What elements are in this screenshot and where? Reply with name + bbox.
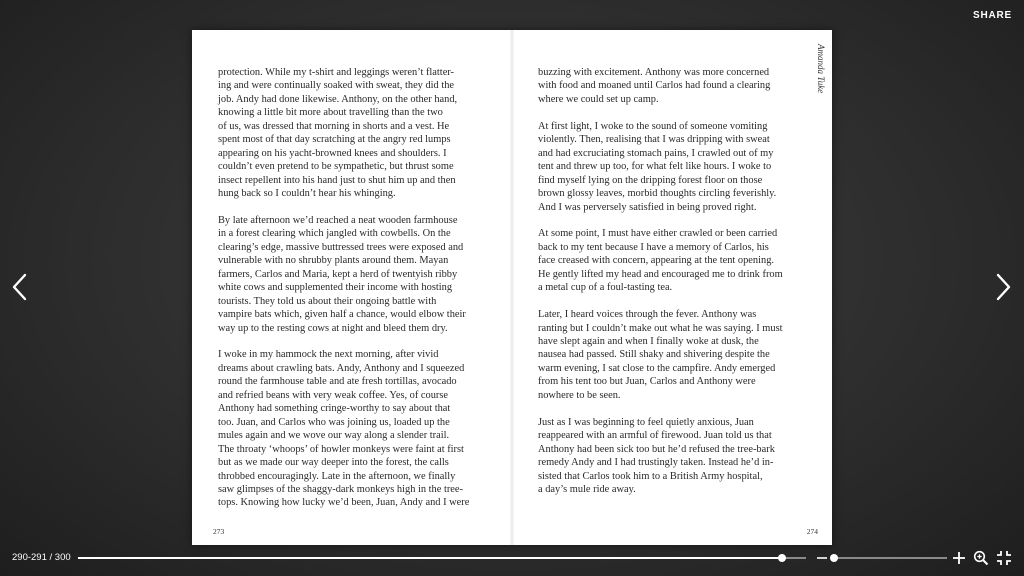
text-line: Just as I was beginning to feel quietly anxious, Juan [538, 416, 754, 428]
right-page-number: 274 [806, 527, 818, 536]
page-indicator: 290-291 / 300 [12, 552, 71, 563]
text-line: reappeared with an armful of firewood. Juan told us that [538, 430, 772, 442]
text-line: nowhere to be seen. [538, 389, 621, 401]
right-page [512, 30, 832, 545]
fullscreen-button[interactable] [996, 550, 1012, 566]
zoom-slider[interactable] [831, 557, 947, 559]
exit-fullscreen-icon [996, 550, 1012, 566]
bottom-bar [0, 548, 1024, 576]
text-line: throbbed encouragingly. Late in the afternoon, we finally [218, 470, 456, 482]
text-line: protection. While my t-shirt and leggings weren’t flatter- [218, 67, 455, 78]
text-line: violently. Then, realising that I was dripping with sweat [538, 134, 770, 146]
paragraph [538, 120, 810, 214]
text-line: couldn’t even pretend to be sympathetic, but thrust some [218, 161, 454, 173]
text-line: where we could set up camp. [538, 93, 659, 105]
text-line: The throaty ‘whoops’ of howler monkeys were faint at first [218, 443, 464, 455]
text-line: tops. Knowing how lucky we’d been, Juan, Andy and I were [218, 497, 470, 509]
text-line: dreams about crawling bats. Andy, Anthony and I squeezed [218, 362, 465, 374]
text-line: ranting but I couldn’t make out what he was saying. I must [538, 322, 783, 334]
magnifier-plus-icon [973, 550, 989, 566]
text-line: Later, I heard voices through the fever. Anthony was [538, 309, 757, 321]
text-line: vampire bats which, given half a chance, would elbow their [218, 309, 466, 321]
paragraph [538, 66, 810, 106]
text-line: insect repellent into his hand just to shut him up and then [218, 174, 456, 186]
text-line: warm evening, I sat close to the campfire. Andy emerged [538, 362, 776, 374]
text-line: buzzing with excitement. Anthony was more concerned [538, 67, 770, 78]
text-line: clearing’s edge, massive buttressed trees were exposed and [218, 241, 464, 253]
text-line: white cows and supplemented their income with hosting [218, 282, 453, 294]
text-line: saw glimpses of the shaggy-dark monkeys high in the tree- [218, 484, 463, 496]
text-line: a day’s mule ride away. [538, 483, 636, 495]
next-page-button[interactable] [991, 272, 1015, 302]
text-line: ing and were continually soaked with sweat, they did the [218, 80, 455, 92]
text-line: a metal cup of a foul-tasting tea. [538, 282, 673, 294]
text-line: By late afternoon we’d reached a neat wooden farmhouse [218, 214, 458, 226]
paragraph [218, 348, 490, 509]
share-button[interactable]: SHARE [972, 10, 1012, 21]
text-line: back to my tent because I have a memory of Carlos, his [538, 241, 769, 253]
chevron-right-icon [991, 272, 1015, 302]
text-line: remedy Andy and I had trustingly taken. Instead he’d in- [538, 457, 774, 469]
text-line: At first light, I woke to the sound of someone vomiting [538, 120, 768, 132]
text-line: and had excruciating stomach pains, I crawled out of my [538, 147, 774, 159]
left-page-number: 273 [213, 527, 225, 536]
text-line: job. Andy had done likewise. Anthony, on the other hand, [218, 93, 458, 105]
plus-icon [951, 550, 967, 566]
running-head-author: Amanda Tuke [816, 44, 826, 94]
text-line: Anthony had something cringe-worthy to say about that [218, 403, 451, 415]
page-progress-fill [78, 557, 782, 559]
zoom-magnifier-button[interactable] [973, 550, 989, 566]
text-line: hung back so I couldn’t hear his whinging. [218, 188, 396, 200]
text-line: find myself lying on the dripping forest floor on those [538, 174, 763, 186]
text-line: He gently lifted my head and encouraged me to drink from [538, 268, 783, 280]
text-line: And I was perversely satisfied in being proved right. [538, 201, 757, 213]
text-line: from his tent too but Juan, Carlos and Anthony were [538, 376, 756, 388]
zoom-in-button[interactable] [951, 550, 967, 566]
text-line: with food and moaned until Carlos had found a clearing [538, 80, 771, 92]
text-line: way up to the resting cows at night and bleed them dry. [218, 322, 448, 334]
text-line: appearing on his yacht-browned knees and shoulders. I [218, 147, 447, 159]
text-line: tent and threw up too, for what felt like hours. I woke to [538, 161, 772, 173]
left-page-text [218, 66, 490, 523]
text-line: of us, was dressed that morning in shorts and a vest. He [218, 120, 450, 132]
text-line: farmers, Carlos and Maria, kept a herd of twentyish ribby [218, 268, 458, 280]
zoom-slider-handle[interactable] [830, 554, 838, 562]
page-progress-handle[interactable] [778, 554, 786, 562]
text-line: sisted that Carlos took him to a British Army hospital, [538, 470, 763, 482]
top-bar [0, 0, 1024, 30]
left-page [192, 30, 512, 545]
paragraph [218, 214, 490, 335]
text-line: but as we made our way deeper into the forest, the calls [218, 457, 449, 469]
text-line: round the farmhouse table and ate fresh tortillas, avocado [218, 376, 457, 388]
text-line: too. Juan, and Carlos who was joining us, loaded up the [218, 416, 450, 428]
minus-icon [816, 549, 828, 565]
text-line: face creased with concern, appearing at the tent opening. [538, 255, 774, 267]
zoom-out-button[interactable] [816, 549, 828, 565]
text-line: tourists. They told us about their ongoing battle with [218, 295, 437, 307]
chevron-left-icon [8, 272, 32, 302]
text-line: knowing a little bit more about travelling than the two [218, 107, 443, 119]
text-line: vulnerable with no shrubby plants around them. Mayan [218, 255, 449, 267]
text-line: brown glossy leaves, morbid thoughts circling feverishly. [538, 188, 777, 200]
book-spread [192, 30, 832, 545]
text-line: At some point, I must have either crawled or been carried [538, 228, 778, 240]
paragraph [538, 416, 810, 497]
paragraph [538, 308, 810, 402]
right-page-text [538, 66, 810, 510]
paragraph [538, 227, 810, 294]
text-line: spent most of that day scratching at the angry red lumps [218, 134, 451, 146]
paragraph [218, 66, 490, 201]
page-progress-slider[interactable] [78, 557, 806, 559]
previous-page-button[interactable] [8, 272, 32, 302]
text-line: I woke in my hammock the next morning, after vivid [218, 349, 439, 361]
text-line: nausea had passed. Still shaky and shivering despite the [538, 349, 770, 361]
text-line: mules again and we wove our way along a slender trail. [218, 430, 450, 442]
text-line: have slept again and when I finally woke at dusk, the [538, 336, 759, 348]
text-line: and refried beans with very weak coffee. Yes, of course [218, 389, 449, 401]
text-line: in a forest clearing which jangled with cowbells. On the [218, 228, 451, 240]
text-line: Anthony had been sick too but he’d refused the tree-bark [538, 443, 775, 455]
